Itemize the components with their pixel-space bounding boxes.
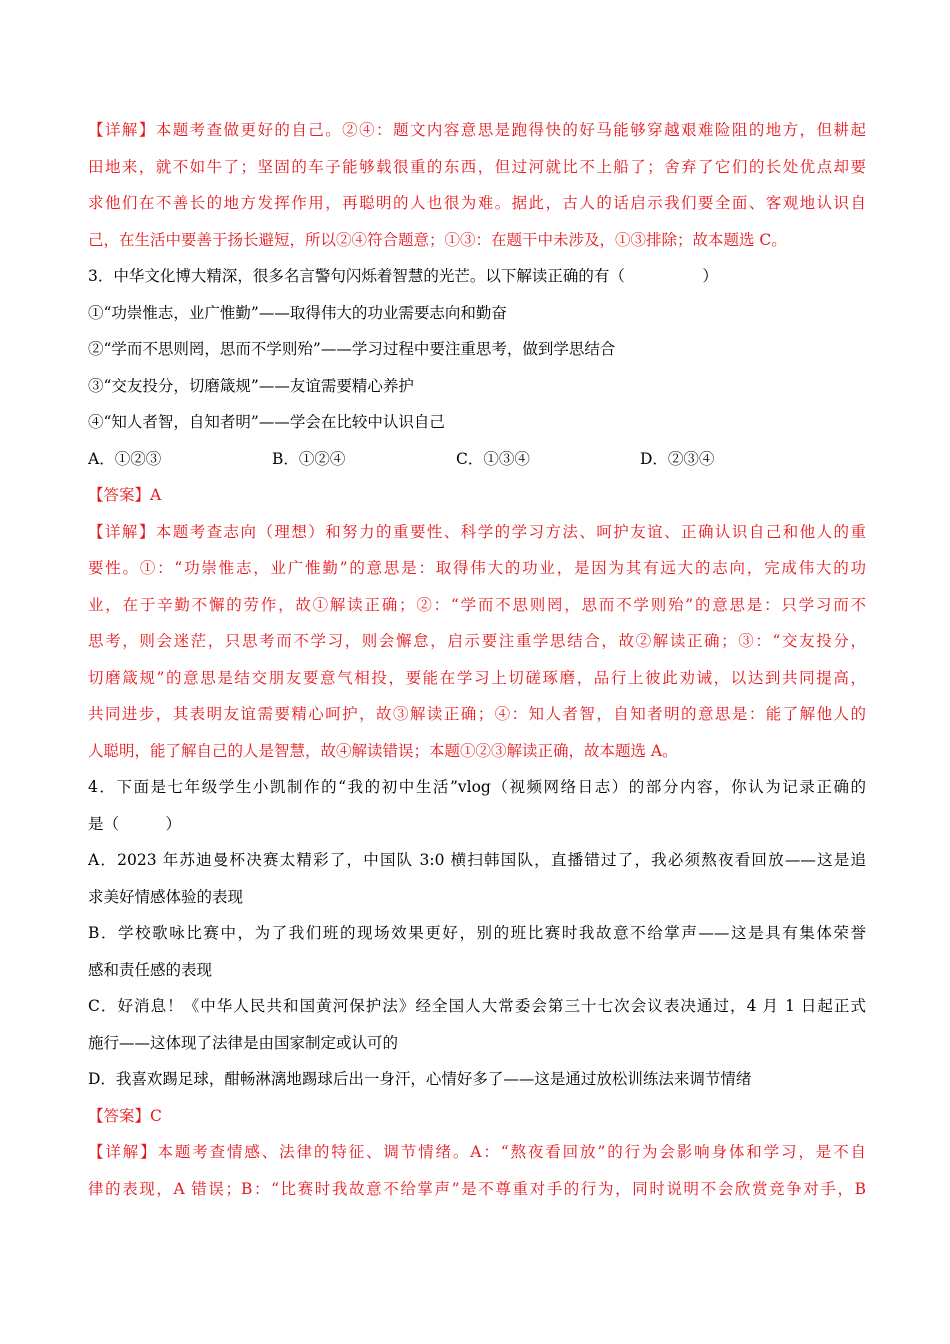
option-a: A．2023 年苏迪曼杯决赛太精彩了，中国队 3:0 横扫韩国队，直播错过了，我必须熬夜看回放——这是追 [88, 851, 866, 869]
detail-line: 【详解】本题考查志向（理想）和努力的重要性、科学的学习方法、呵护友谊、正确认识自己和他人的重 [88, 522, 866, 541]
detail-line: 求他们在不善长的地方发挥作用，再聪明的人也很为难。据此，古人的话启示我们要全面、客观地认识自 [88, 194, 866, 212]
question-stem: 是（ ） [88, 814, 182, 833]
question-4 [88, 769, 866, 1207]
q2-detail [88, 112, 866, 258]
option-d: D．②③④ [640, 449, 715, 468]
detail-line: 田地来，就不如牛了；坚固的车子能够载很重的东西，但过河就比不上船了；舍弃了它们的长处优点却要 [88, 157, 866, 176]
statement-item: ④“知人者智，自知者明”——学会在比较中认识自己 [88, 413, 445, 431]
question-stem: 3．中华文化博大精深，很多名言警句闪烁着智慧的光芒。以下解读正确的有（ ） [88, 267, 718, 285]
option-a: A．①②③ [88, 449, 162, 468]
option-b: B．学校歌咏比赛中，为了我们班的现场效果更好，别的班比赛时我故意不给掌声——这是具有集体荣誉 [88, 924, 866, 942]
document-page [88, 112, 866, 1207]
option-c: C．好消息！《中华人民共和国黄河保护法》经全国人大常委会第三十七次会议表决通过，4 月 1 日起正式 [88, 997, 866, 1015]
option-c-cont: 施行——这体现了法律是由国家制定或认可的 [88, 1033, 399, 1052]
option-a-cont: 求美好情感体验的表现 [88, 887, 244, 906]
detail-line: 【详解】本题考查情感、法律的特征、调节情绪。A：“熬夜看回放”的行为会影响身体和学习，是不自 [88, 1143, 866, 1161]
detail-line: 己，在生活中要善于扬长避短，所以②④符合题意；①③：在题干中未涉及，①③排除；故本题选 C。 [88, 230, 787, 249]
question-3 [88, 258, 866, 769]
detail-line: 业，在于辛勤不懈的劳作，故①解读正确；②：“学而不思则罔，思而不学则殆”的意思是：只学习而不 [88, 595, 866, 614]
detail-line: 要性。①：“功崇惟志，业广惟勤”的意思是：取得伟大的功业，是因为其有远大的志向，完成伟大的功 [88, 559, 866, 577]
detail-line: 【详解】本题考查做更好的自己。②④：题文内容意思是跑得快的好马能够穿越艰难险阻的地方，但耕起 [88, 121, 866, 139]
detail-line: 人聪明，能了解自己的人是智慧，故④解读错误；本题①②③解读正确，故本题选 A。 [88, 741, 678, 760]
option-b: B．①②④ [272, 449, 346, 468]
detail-line: 共同进步，其表明友谊需要精心呵护，故③解读正确；④：知人者智，自知者明的意思是：能了解他人的 [88, 705, 866, 723]
option-b-cont: 感和责任感的表现 [88, 960, 213, 979]
detail-line: 切磨箴规”的意思是结交朋友要意气相投，要能在学习上切磋琢磨，品行上彼此劝诫，以达到共同提高， [88, 668, 866, 687]
detail-line: 律的表现，A 错误；B：“比赛时我故意不给掌声”是不尊重对手的行为，同时说明不会欣赏竞争对手，B [88, 1179, 866, 1198]
option-d: D．我喜欢踢足球，酣畅淋漓地踢球后出一身汗，心情好多了——这是通过放松训练法来调节情绪 [88, 1070, 752, 1088]
q4-detail [88, 1134, 866, 1207]
statement-item: ②“学而不思则罔，思而不学则殆”——学习过程中要注重思考，做到学思结合 [88, 340, 616, 358]
answer-options [88, 441, 866, 478]
statement-item: ①“功崇惟志，业广惟勤”——取得伟大的功业需要志向和勤奋 [88, 303, 507, 322]
answer-label: 【答案】C [88, 1106, 162, 1125]
option-c: C．①③④ [456, 449, 530, 468]
q3-detail [88, 514, 866, 770]
detail-line: 思考，则会迷茫，只思考而不学习，则会懈怠，启示要注重学思结合，故②解读正确；③：“交友投分， [88, 632, 866, 650]
statement-item: ③“交友投分，切磨箴规”——友谊需要精心养护 [88, 376, 414, 395]
question-stem: 4．下面是七年级学生小凯制作的“我的初中生活”vlog（视频网络日志）的部分内容，你认为记录正确的 [88, 778, 866, 796]
answer-label: 【答案】A [88, 486, 162, 504]
